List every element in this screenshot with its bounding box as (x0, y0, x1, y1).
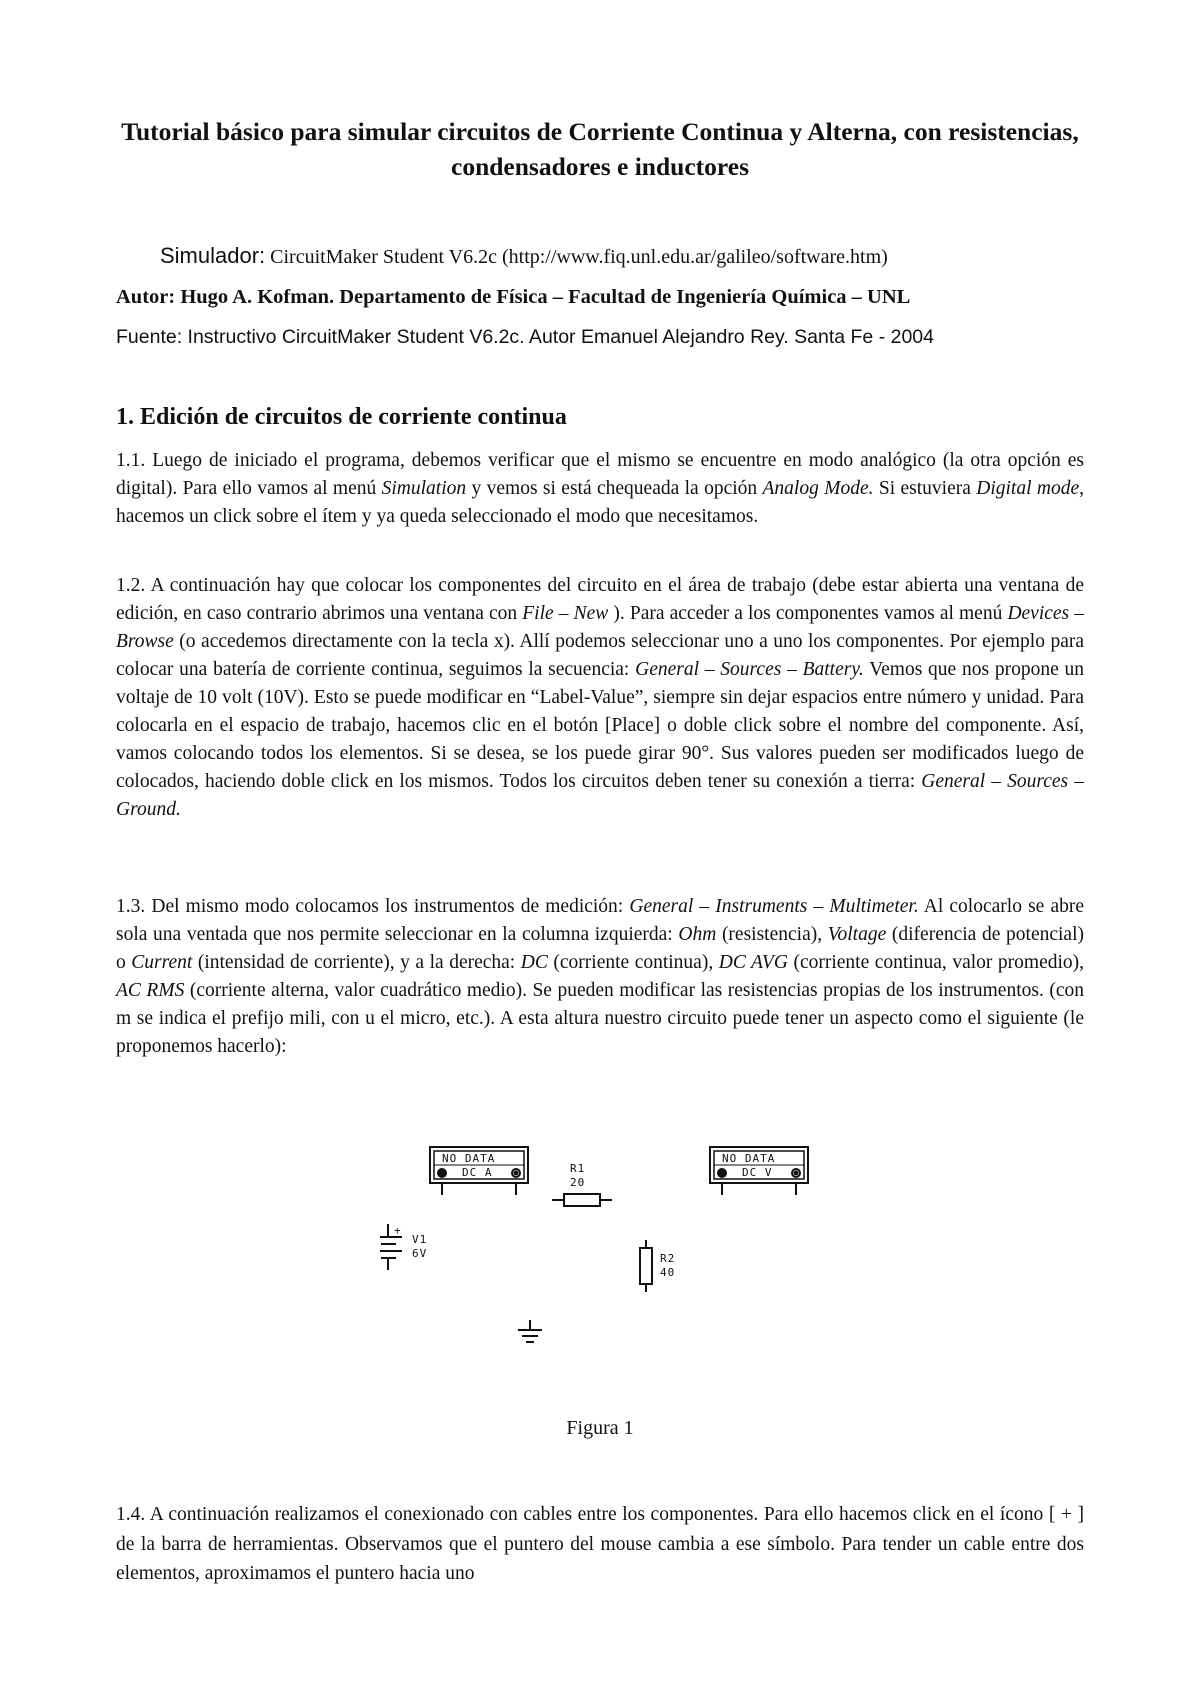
meter1-mode: DC A (462, 1166, 493, 1179)
r2-value: 40 (660, 1266, 676, 1279)
simulator-line (160, 243, 888, 269)
text-span: 1.2. A continuación hay que colocar los componentes del circuito en el área de trabajo (debe estar abierta una ventana de edición, en caso contrario abrimos una ventana con (116, 575, 1084, 624)
italic-term: Voltage (827, 924, 887, 945)
text-span: (intensidad de corriente), y a la derecha: (192, 952, 521, 973)
text-span: 1.4. A continuación realizamos el conexionado con cables entre los componentes. Para ello hacemos click en el ícono [ + ] de la barra de herramientas. Observamos que el puntero del mouse cambia a ese símbolo. Para tender un cable entre dos elementos, aproximamos el puntero hacia uno (116, 1504, 1084, 1584)
italic-term: Ohm (678, 924, 717, 945)
italic-term: Analog Mode. (762, 478, 874, 499)
circuit-diagram (380, 1140, 840, 1380)
text-span: y vemos si está chequeada la opción (466, 478, 763, 499)
italic-term: Devices – Browse (116, 603, 1084, 652)
text-span: ). Para acceder a los componentes vamos al menú (608, 603, 1008, 624)
simulator-label: Simulador: (160, 243, 266, 268)
paragraph-1-1 (116, 447, 1084, 531)
r1-name: R1 (570, 1162, 586, 1175)
italic-term: General – Sources – Ground. (116, 771, 1084, 820)
figure-caption: Figura 1 (566, 1417, 634, 1439)
italic-term: File – New (522, 603, 609, 624)
text-span: Al colocarlo se abre sola una ventada que nos permite seleccionar en la columna izquierda: (116, 896, 1084, 945)
text-span: 1.1. Luego de iniciado el programa, debemos verificar que el mismo se encuentre en modo analógico (la otra opción es digital). Para ello vamos al menú (116, 450, 1084, 499)
meter1-display: NO DATA (442, 1152, 496, 1165)
meter2-mode: DC V (742, 1166, 773, 1179)
v1-name: V1 (412, 1233, 428, 1246)
text-span: (resistencia), (716, 924, 828, 945)
simulator-value: CircuitMaker Student V6.2c (http://www.fiq.unl.edu.ar/galileo/software.htm) (270, 246, 888, 268)
v1-plus: + (394, 1224, 402, 1237)
resistor-r2 (640, 1240, 652, 1292)
italic-term: General – Instruments – Multimeter. (629, 896, 919, 917)
paragraph-1-3 (116, 893, 1084, 1061)
paragraph-1-4 (116, 1500, 1084, 1589)
italic-term: Simulation (381, 478, 467, 499)
text-span: 1.3. Del mismo modo colocamos los instrumentos de medición: (116, 896, 630, 917)
source-line: Fuente: Instructivo CircuitMaker Student V6.2c. Autor Emanuel Alejandro Rey. Santa Fe - 2004 (116, 326, 934, 348)
author-line: Autor: Hugo A. Kofman. Departamento de Física – Facultad de Ingeniería Química – UNL (116, 286, 911, 308)
paragraph-1-2 (116, 572, 1084, 824)
r1-value: 20 (570, 1176, 586, 1189)
document-title: Tutorial básico para simular circuitos de Corriente Continua y Alterna, con resistencias, condensadores e inductores (121, 117, 1079, 181)
text-span: (o accedemos directamente con la tecla x). Allí podemos seleccionar uno a uno los componentes. Por ejemplo para colocar una batería de corriente continua, seguimos la secuencia: (116, 631, 1084, 680)
text-span: (corriente alterna, valor cuadrático medio). Se pueden modificar las resistencias propias de los instrumentos. (con m se indica el prefijo mili, con u el micro, etc.). A esta altura nuestro circuito puede tener un aspecto como el siguiente (le proponemos hacerlo): (116, 980, 1084, 1057)
italic-term: DC (520, 952, 548, 973)
text-span: (diferencia de potencial) o (116, 924, 1084, 973)
italic-term: Current (131, 952, 193, 973)
italic-term: AC RMS (116, 980, 185, 1001)
ground-symbol (518, 1320, 542, 1342)
italic-term: DC AVG (718, 952, 788, 973)
resistor-r1 (552, 1194, 612, 1206)
section-heading: 1. Edición de circuitos de corriente continua (116, 404, 567, 430)
text-span: (corriente continua), (547, 952, 719, 973)
text-span: Si estuviera (873, 478, 977, 499)
meter2-display: NO DATA (722, 1152, 776, 1165)
circuit-figure (380, 1140, 840, 1380)
italic-term: Digital mode (976, 478, 1080, 499)
v1-value: 6V (412, 1247, 428, 1260)
italic-term: General – Sources – Battery. (635, 659, 864, 680)
text-span: , hacemos un click sobre el ítem y ya queda seleccionado el modo que necesitamos. (116, 478, 1085, 527)
text-span: (corriente continua, valor promedio), (787, 952, 1085, 973)
r2-name: R2 (660, 1252, 676, 1265)
text-span: Vemos que nos propone un voltaje de 10 volt (10V). Esto se puede modificar en “Label-Value”, siempre sin dejar espacios entre número y unidad. Para colocarla en el espacio de trabajo, hacemos clic en el botón [Place] o doble click sobre el nombre del componente. Así, vamos colocando todos los elementos. Si se desea, se los puede girar 90°. Sus valores pueden ser modificados luego de colocados, haciendo doble click en los mismos. Todos los circuitos deben tener su conexión a tierra: (116, 659, 1084, 792)
